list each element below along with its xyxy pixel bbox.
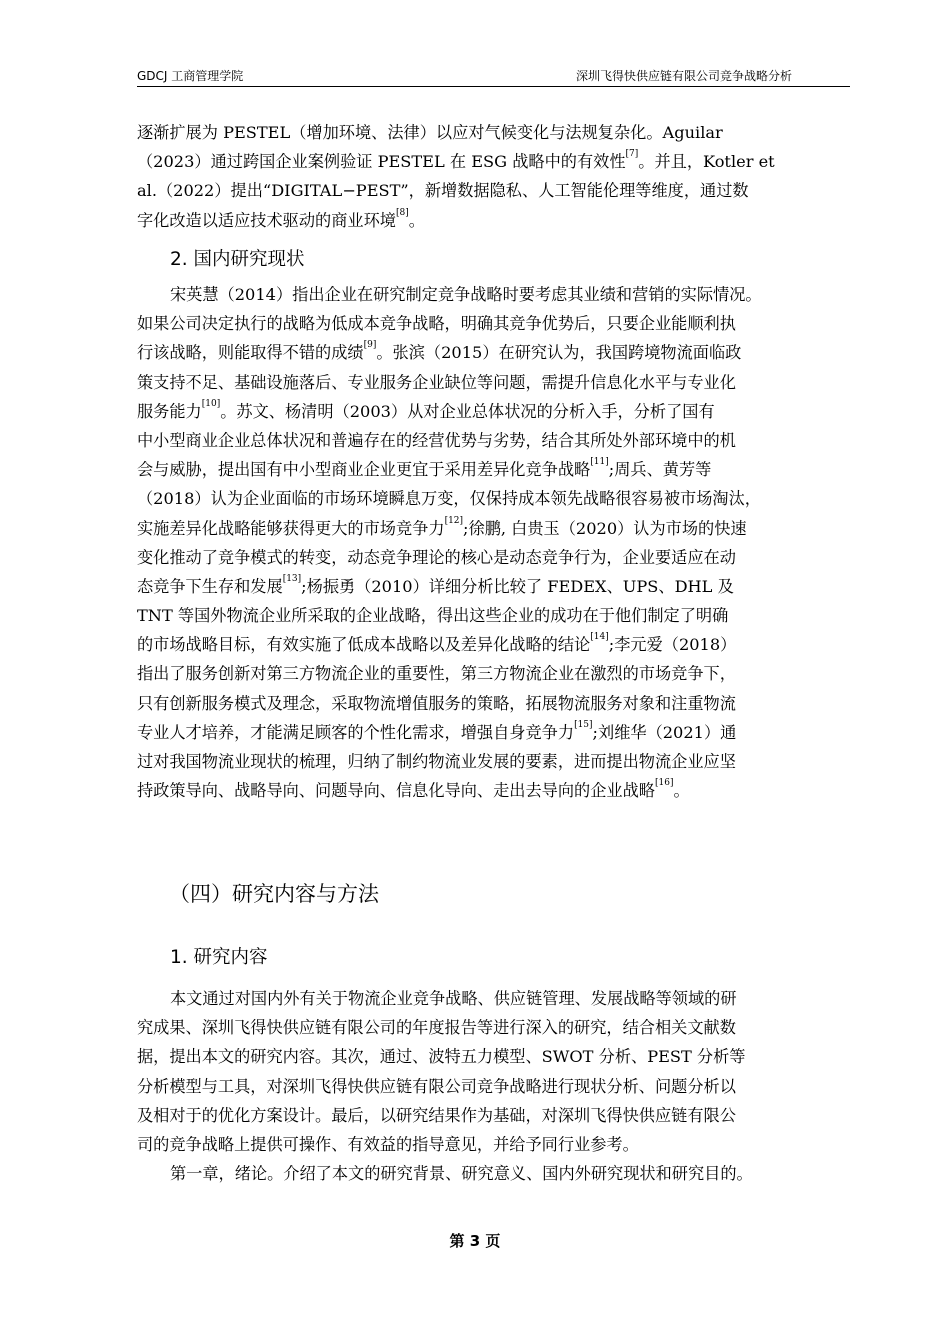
paragraph-domestic [137,280,850,805]
text-line: 司的竞争战略上提供可操作、有效益的指导意见，并给予同行业参考。 [137,1134,639,1154]
text-line: 只有创新服务模式及理念，采取物流增值服务的策略，拓展物流服务对象和注重物流 [137,693,736,713]
text-line: 策支持不足、基础设施落后、专业服务企业缺位等问题，需提升信息化水平与专业化 [137,372,736,392]
citation: [10] [201,398,221,409]
heading-research-content-methods: （四）研究内容与方法 [169,882,379,906]
text-line: TNT 等国外物流企业所采取的企业战略，得出这些企业的成功在于他们制定了明确 [137,606,729,626]
heading-domestic-research: 2. 国内研究现状 [170,249,305,270]
header-left: GDCJ 工商管理学院 [137,69,244,83]
text-line: 变化推动了竞争模式的转变，动态竞争理论的核心是动态竞争行为，企业要适应在动 [137,547,736,567]
text-line: 指出了服务创新对第三方物流企业的重要性，第三方物流企业在激烈的市场竞争下， [137,664,736,684]
citation: [14] [590,632,609,643]
text-line: al.（2022）提出“DIGITAL−PEST”，新增数据隐私、人工智能伦理等维度，通过数 [137,181,749,201]
header-right: 深圳飞得快供应链有限公司竞争战略分析 [575,69,792,83]
text-line: 的市场战略目标，有效实施了低成本战略以及差异化战略的结论[14];李元爱（2018） [137,632,737,655]
text-line: （2018）认为企业面临的市场环境瞬息万变，仅保持成本领先战略很容易被市场淘汰， [137,489,761,509]
text-line: 过对我国物流业现状的梳理，归纳了制约物流业发展的要素，进而提出物流企业应坚 [137,752,736,771]
page-number: 第 3 页 [449,1232,501,1250]
text-line: 分析模型与工具，对深圳飞得快供应链有限公司竞争战略进行现状分析、问题分析以 [137,1076,736,1096]
citation: [11] [590,457,609,468]
text-line: 及相对于的优化方案设计。最后，以研究结果作为基础，对深圳飞得快供应链有限公 [137,1105,736,1125]
header-rule [137,86,850,87]
citation: [8] [396,207,409,218]
text-line: 逐渐扩展为 PESTEL（增加环境、法律）以应对气候变化与法规复杂化。Aguilar [137,123,723,142]
citation: [15] [574,719,593,730]
text-line: 态竞争下生存和发展[13];杨振勇（2010）详细分析比较了 FEDEX、UPS、DHL 及 [137,573,734,596]
citation: [13] [282,573,302,584]
text-line: （2023）通过跨国企业案例验证 PESTEL 在 ESG 战略中的有效性[7]。并且，Kotler et [137,149,775,172]
citation: [7] [625,149,639,160]
text-line: 宋英慧（2014）指出企业在研究制定竞争战略时要考虑其业绩和营销的实际情况。 [170,285,762,304]
text-line: 行该战略，则能取得不错的成绩[9]。张滨（2015）在研究认为，我国跨境物流面临政 [137,340,742,363]
text-line: 究成果、深圳飞得快供应链有限公司的年度报告等进行深入的研究，结合相关文献数 [137,1018,736,1038]
text-line: 专业人才培养，才能满足顾客的个性化需求，增强自身竞争力[15];刘维华（2021）通 [137,719,737,742]
heading-research-content: 1. 研究内容 [170,947,268,968]
paragraph-research-content [137,984,850,1188]
text-line: 持政策导向、战略导向、问题导向、信息化导向、走出去导向的企业战略[16]。 [137,778,690,801]
text-line: 据，提出本文的研究内容。其次，通过、波特五力模型、SWOT 分析、PEST 分析等 [137,1047,746,1067]
text-line: 如果公司决定执行的战略为低成本竞争战略，明确其竞争优势后，只要企业能顺利执 [137,314,736,334]
text-line: 第一章，绪论。介绍了本文的研究背景、研究意义、国内外研究现状和研究目的。 [170,1164,753,1184]
text-line: 字化改造以适应技术驱动的商业环境[8]。 [137,207,425,230]
citation: [12] [444,515,464,526]
text-line: 实施差异化战略能够获得更大的市场竞争力[12];徐鹏, 白贵玉（2020）认为市场的快速 [137,515,747,538]
citation: [9] [363,340,377,351]
page-header [137,64,850,86]
paragraph-pestel [137,118,850,235]
text-line: 会与威胁，提出国有中小型商业企业更宜于采用差异化竞争战略[11];周兵、黄芳等 [137,457,712,480]
text-line: 服务能力[10]。苏文、杨清明（2003）从对企业总体状况的分析入手，分析了国有 [137,398,715,421]
citation: [16] [655,778,674,789]
text-line: 中小型商业企业总体状况和普遍存在的经营优势与劣势，结合其所处外部环境中的机 [137,430,736,450]
text-line: 本文通过对国内外有关于物流企业竞争战略、供应链管理、发展战略等领域的研 [170,989,737,1008]
